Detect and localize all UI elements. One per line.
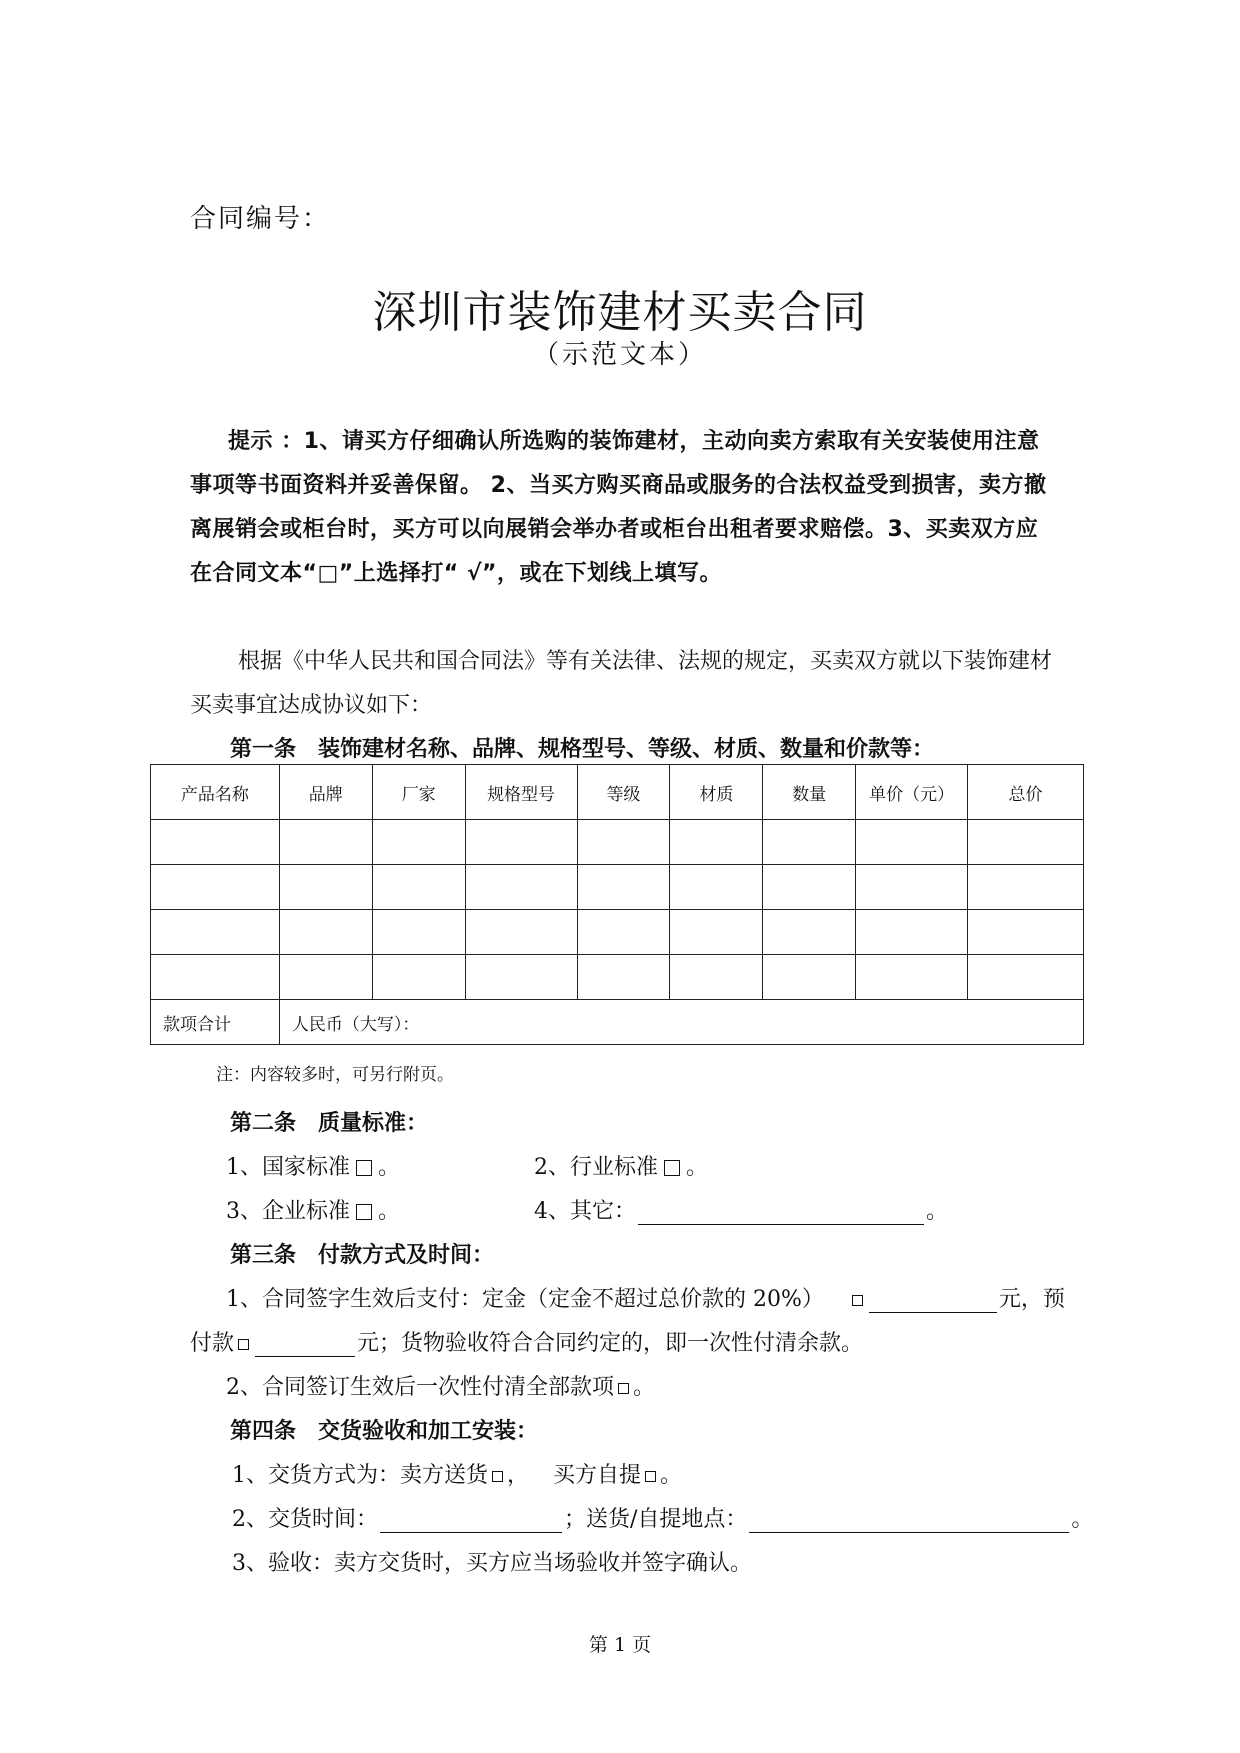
column-header: 产品名称 bbox=[151, 765, 280, 820]
column-header: 厂家 bbox=[372, 765, 465, 820]
page-subtitle: （示范文本） bbox=[532, 340, 707, 370]
delivery-method-line: 1、交货方式为：卖方送货 ， 买方自提 。 bbox=[232, 1463, 683, 1488]
column-header: 总价 bbox=[968, 765, 1084, 820]
column-header: 等级 bbox=[577, 765, 670, 820]
quality-option-national: 1、国家标准 。 bbox=[226, 1155, 401, 1180]
delivery-time-line: 2、交货时间： ；送货/自提地点： 。 bbox=[232, 1507, 1094, 1532]
total-label: 款项合计 bbox=[151, 1000, 280, 1045]
quality-option-other: 4、其它： 。 bbox=[534, 1199, 949, 1224]
payment-line-1: 1、合同签字生效后支付：定金（定金不超过总价款的 20%） 元，预 bbox=[226, 1287, 1065, 1312]
prepayment-amount-field[interactable] bbox=[255, 1334, 355, 1357]
checkbox[interactable] bbox=[645, 1471, 656, 1482]
total-amount-field[interactable]: 人民币（大写）： bbox=[279, 1000, 1083, 1045]
table-row[interactable] bbox=[151, 820, 1084, 865]
page-number: 第 1 页 bbox=[588, 1634, 652, 1656]
column-header: 材质 bbox=[670, 765, 763, 820]
column-header: 数量 bbox=[763, 765, 856, 820]
other-standard-field[interactable] bbox=[638, 1202, 924, 1225]
delivery-time-field[interactable] bbox=[380, 1510, 562, 1533]
deposit-amount-field[interactable] bbox=[869, 1290, 997, 1313]
quality-option-enterprise: 3、企业标准 。 bbox=[226, 1199, 401, 1224]
checkbox[interactable] bbox=[356, 1160, 372, 1176]
table-row[interactable] bbox=[151, 955, 1084, 1000]
checkbox[interactable] bbox=[356, 1204, 372, 1220]
column-header: 品牌 bbox=[279, 765, 372, 820]
table-total-row bbox=[151, 1000, 1084, 1045]
table-row[interactable] bbox=[151, 865, 1084, 910]
quality-option-industry: 2、行业标准 。 bbox=[534, 1155, 709, 1180]
contract-number-label: 合同编号： bbox=[190, 204, 331, 234]
table-header-row bbox=[151, 765, 1084, 820]
table-note: 注：内容较多时，可另行附页。 bbox=[216, 1065, 454, 1085]
article1-heading: 第一条 装饰建材名称、品牌、规格型号、等级、材质、数量和价款等： bbox=[230, 737, 935, 762]
payment-line-2: 付款 元；货物验收符合合同约定的，即一次性付清余款。 bbox=[190, 1331, 864, 1356]
article2-heading: 第二条 质量标准： bbox=[230, 1111, 429, 1136]
acceptance-line: 3、验收：卖方交货时，买方应当场验收并签字确认。 bbox=[232, 1551, 752, 1576]
checkbox[interactable] bbox=[238, 1339, 249, 1350]
intro-paragraph: 根据《中华人民共和国合同法》等有关法律、法规的规定，买卖双方就以下装饰建材买卖事宜达成协议如下： bbox=[190, 649, 1053, 718]
page-title: 深圳市装饰建材买卖合同 bbox=[372, 287, 868, 338]
column-header: 单价（元） bbox=[856, 765, 968, 820]
checkbox[interactable] bbox=[492, 1471, 503, 1482]
checkbox[interactable] bbox=[852, 1295, 863, 1306]
notice-paragraph: 提示 ：1、请买方仔细确认所选购的装饰建材，主动向卖方索取有关安装使用注意事项等书面资料并妥善保留。 2、当买方购买商品或服务的合法权益受到损害，卖方撤离展销会或柜台时，买方可以向展销会举办者或柜台出租者要求赔偿。3、买卖双方应在合同文本“□”上选择打“ √”，或在下划线上填写。 bbox=[190, 429, 1047, 586]
column-header: 规格型号 bbox=[465, 765, 577, 820]
checkbox[interactable] bbox=[664, 1160, 680, 1176]
product-table bbox=[150, 764, 1084, 1045]
delivery-location-field[interactable] bbox=[749, 1510, 1069, 1533]
article4-heading: 第四条 交货验收和加工安装： bbox=[230, 1419, 539, 1444]
checkbox[interactable] bbox=[618, 1383, 629, 1394]
article3-heading: 第三条 付款方式及时间： bbox=[230, 1243, 495, 1268]
table-row[interactable] bbox=[151, 910, 1084, 955]
payment-line-3: 2、合同签订生效后一次性付清全部款项 。 bbox=[226, 1375, 656, 1400]
